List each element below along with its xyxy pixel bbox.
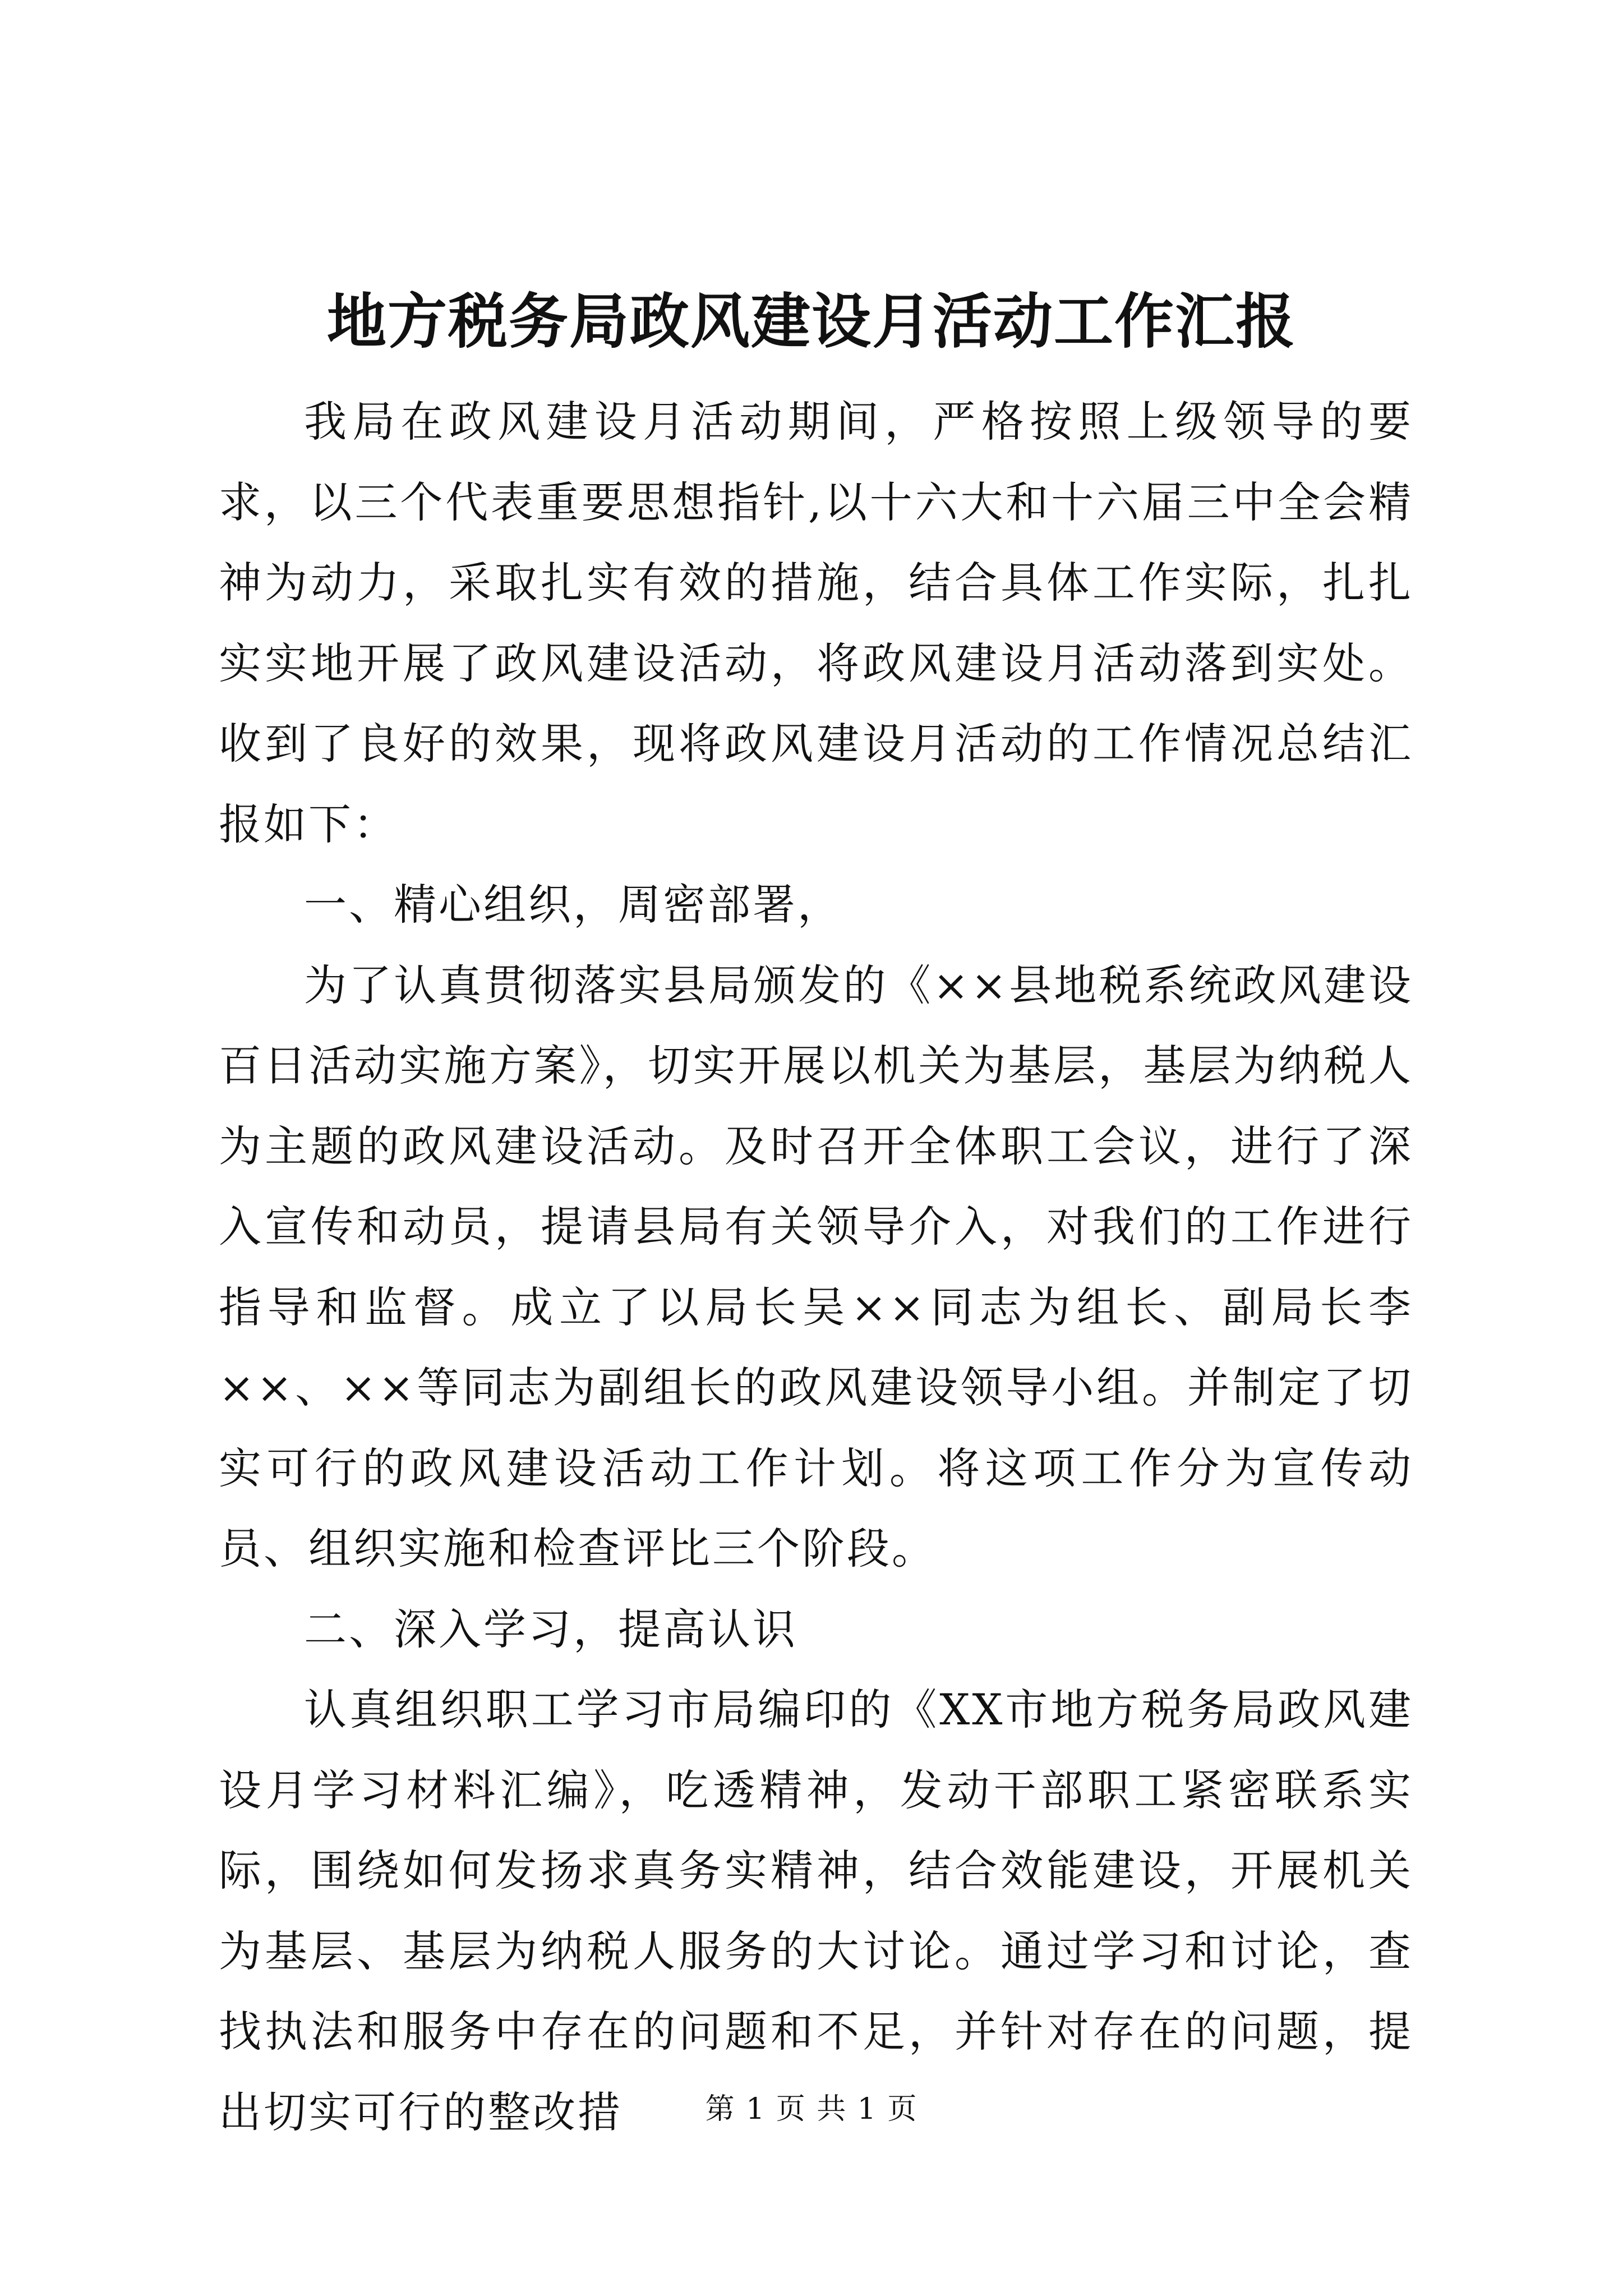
section-heading-1: 一、精心组织，周密部署， <box>304 880 842 930</box>
page-number-footer: 第 1 页 共 1 页 <box>705 2092 918 2126</box>
paragraph-section-2: 认真组织职工学习市局编印的《XX市地方税务局政风建设月学习材料汇编》，吃透精神，发动干部职工紧密联系实际，围绕如何发扬求真务实精神，结合效能建设，开展机关为基层、基层为纳税人服务的大讨论。通过学习和讨论，查找执法和服务中存在的问题和不足，并针对存在的问题，提出切实可行的整改措 <box>219 1685 1413 2137</box>
paragraph-intro: 我局在政风建设月活动期间，严格按照上级领导的要求，以三个代表重要思想指针,以十六大和十六届三中全会精神为动力，采取扎实有效的措施，结合具体工作实际，扎扎实实地开展了政风建设活动，将政风建设月活动落到实处。收到了良好的效果，现将政风建设月活动的工作情况总结汇报如下： <box>219 397 1413 849</box>
section-heading-2: 二、深入学习，提高认识 <box>304 1604 797 1654</box>
document-body <box>219 381 1413 2152</box>
paragraph-section-1: 为了认真贯彻落实县局颁发的《××县地税系统政风建设百日活动实施方案》，切实开展以机关为基层，基层为纳税人为主题的政风建设活动。及时召开全体职工会议，进行了深入宣传和动员，提请县局有关领导介入，对我们的工作进行指导和监督。成立了以局长吴××同志为组长、副局长李××、××等同志为副组长的政风建设领导小组。并制定了切实可行的政风建设活动工作计划。将这项工作分为宣传动员、组织实施和检查评比三个阶段。 <box>219 960 1413 1573</box>
page-title: 地方税务局政风建设月活动工作汇报 <box>327 286 1296 356</box>
